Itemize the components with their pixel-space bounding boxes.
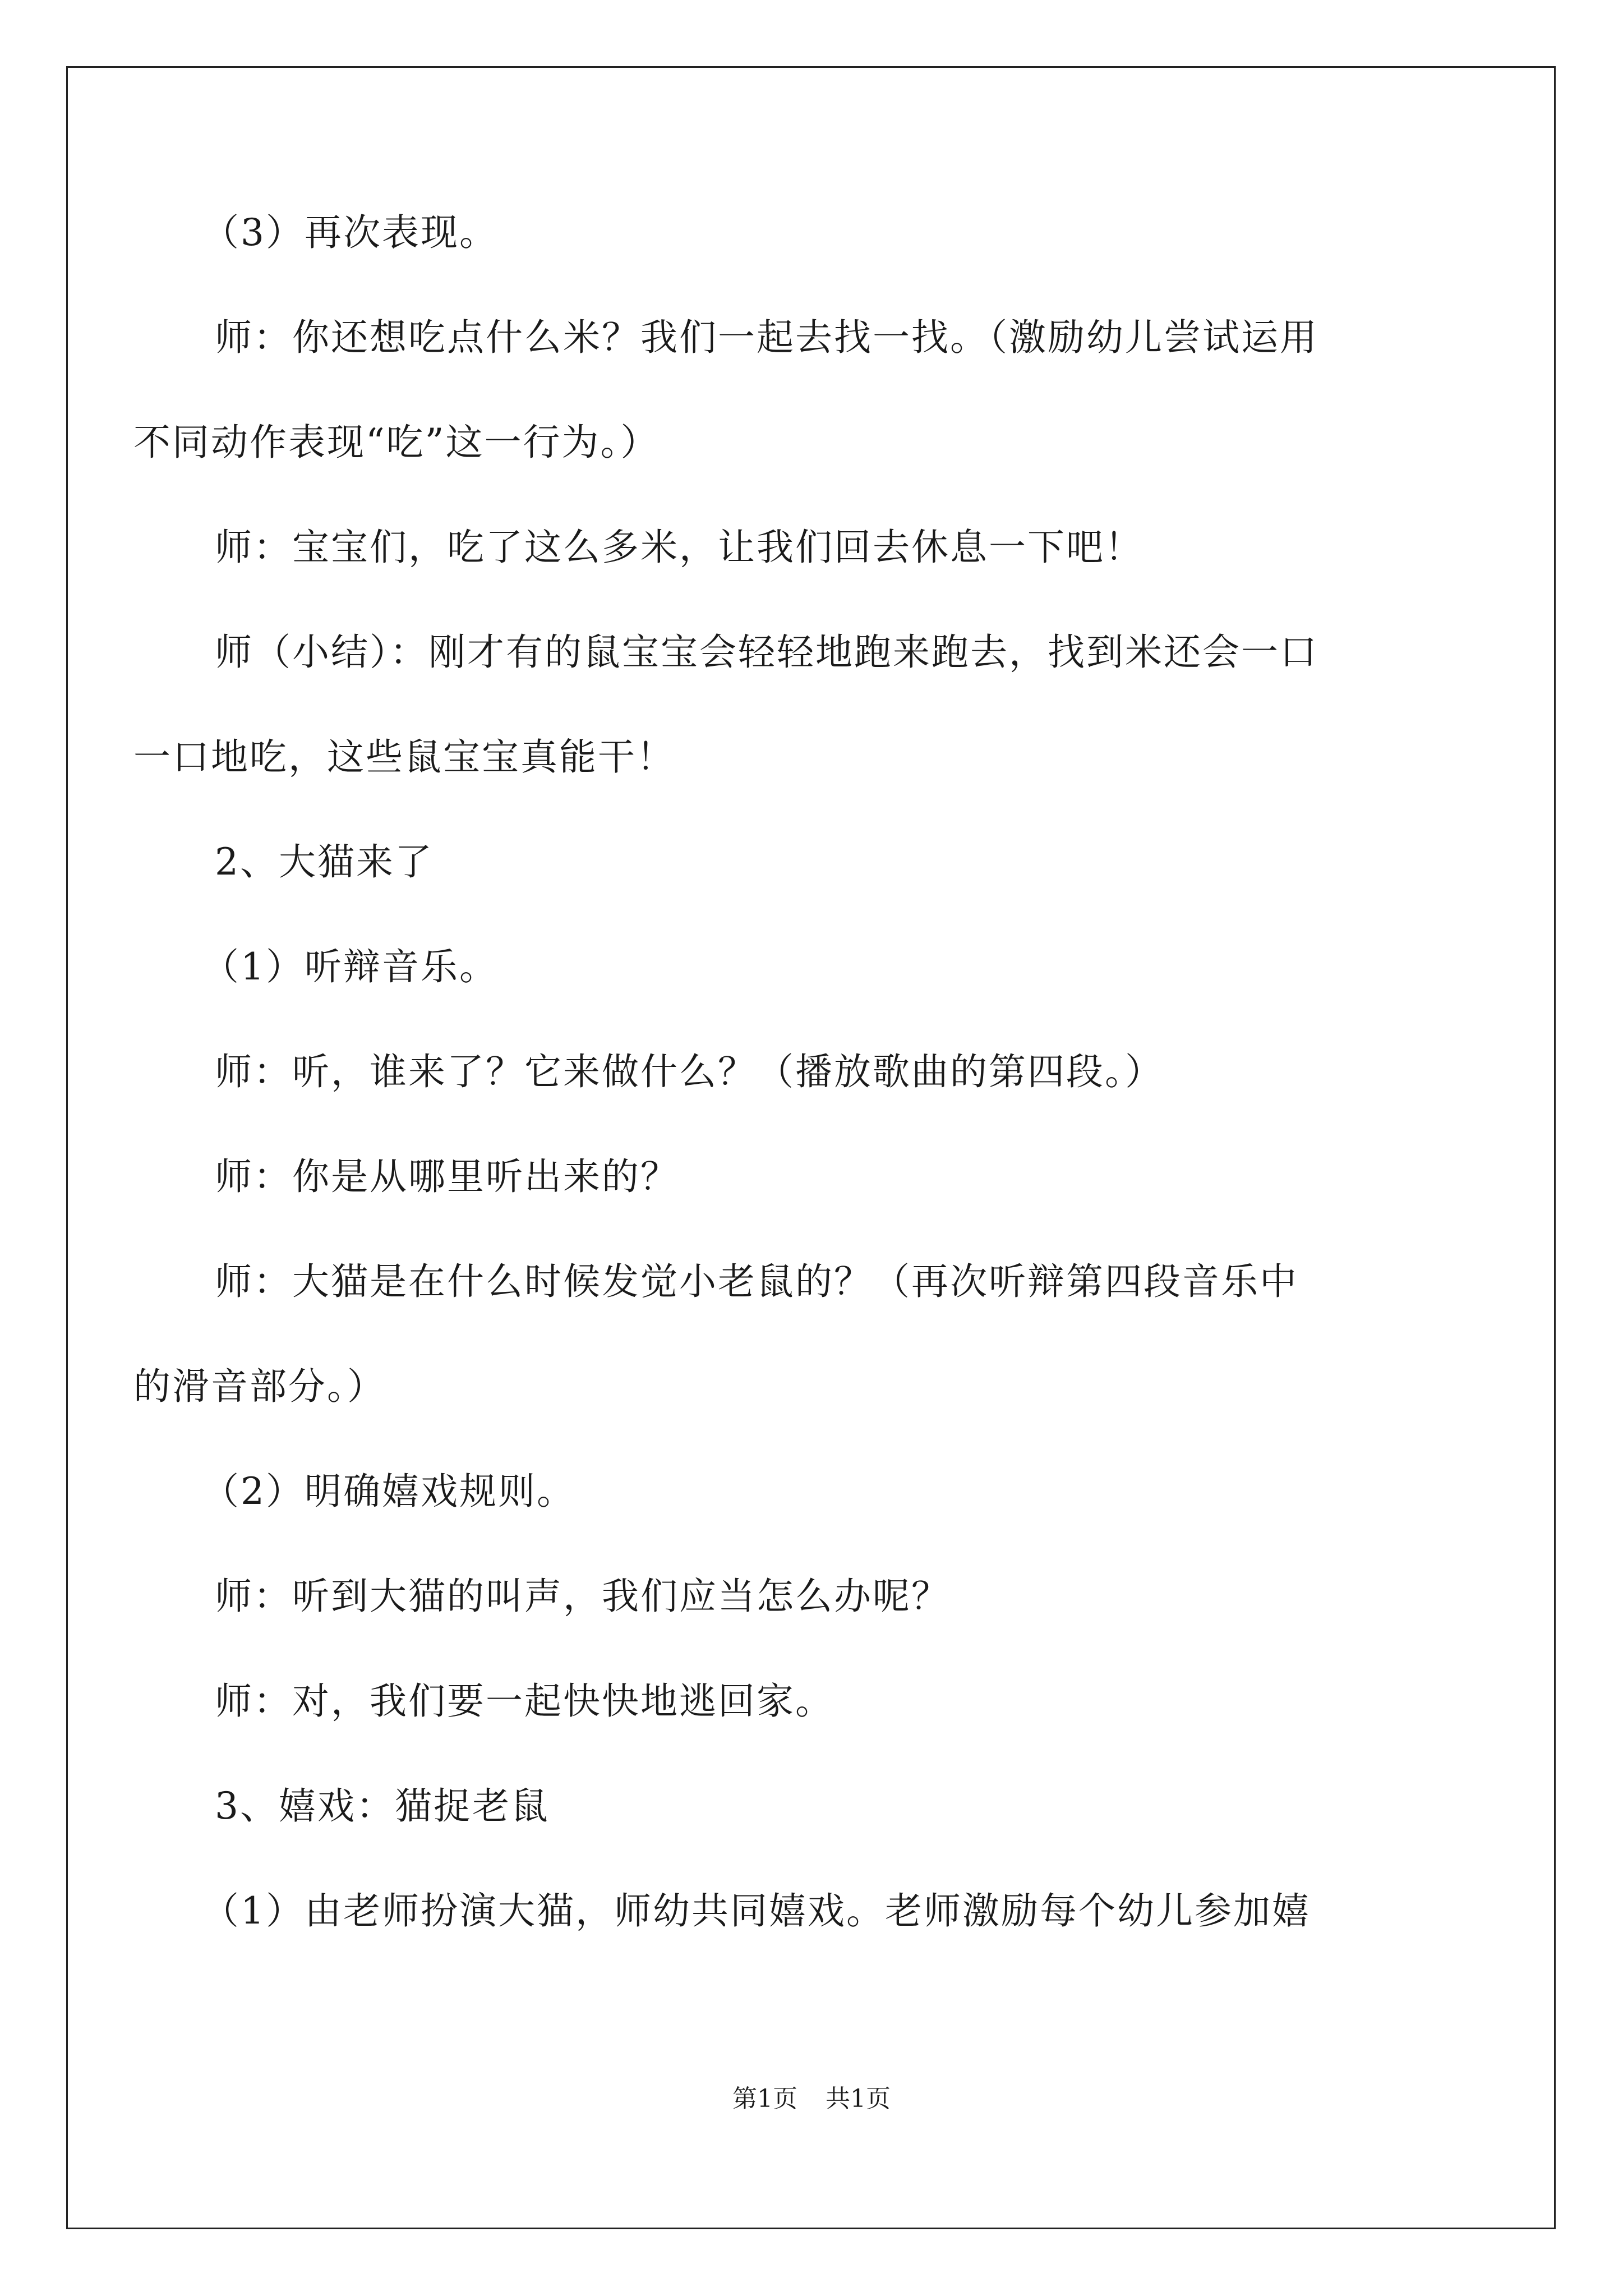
text-line: 不同动作表现“吃”这一行为。） bbox=[133, 421, 660, 464]
text-line: 的滑音部分。） bbox=[133, 1365, 386, 1408]
text-line: 一口地吃，这些鼠宝宝真能干！ bbox=[133, 735, 675, 779]
text-line: 师：宝宝们，吃了这么多米，让我们回去休息一下吧！ bbox=[215, 526, 1144, 569]
section-heading: 2、大猫来了 bbox=[215, 840, 434, 884]
text-line: 师：大猫是在什么时候发觉小老鼠的？（再次听辩第四段音乐中 bbox=[215, 1260, 1298, 1303]
text-line: 师：听，谁来了？它来做什么？（播放歌曲的第四段。） bbox=[215, 1050, 1164, 1093]
text-line: （1）由老师扮演大猫，师幼共同嬉戏。老师激励每个幼儿参加嬉 bbox=[202, 1889, 1311, 1932]
text-line: 师：你还想吃点什么米？我们一起去找一找。（激励幼儿尝试运用 bbox=[215, 316, 1318, 359]
text-line: （2）明确嬉戏规则。 bbox=[202, 1470, 575, 1513]
text-line: （3）再次表现。 bbox=[202, 211, 498, 254]
page-footer bbox=[0, 2082, 1623, 2116]
text-line: 师（小结）：刚才有的鼠宝宝会轻轻地跑来跑去，找到米还会一口 bbox=[215, 631, 1318, 674]
text-line: 师：你是从哪里听出来的？ bbox=[215, 1155, 679, 1198]
text-line: 师：对，我们要一起快快地逃回家。 bbox=[215, 1680, 834, 1723]
text-line: 师：听到大猫的叫声，我们应当怎么办呢？ bbox=[215, 1575, 950, 1618]
page-number-current: 第1页 bbox=[732, 2085, 797, 2113]
text-line: （1）听辩音乐。 bbox=[202, 945, 498, 988]
page-number-total: 共1页 bbox=[826, 2085, 891, 2113]
section-heading: 3、嬉戏：猫捉老鼠 bbox=[215, 1784, 550, 1828]
